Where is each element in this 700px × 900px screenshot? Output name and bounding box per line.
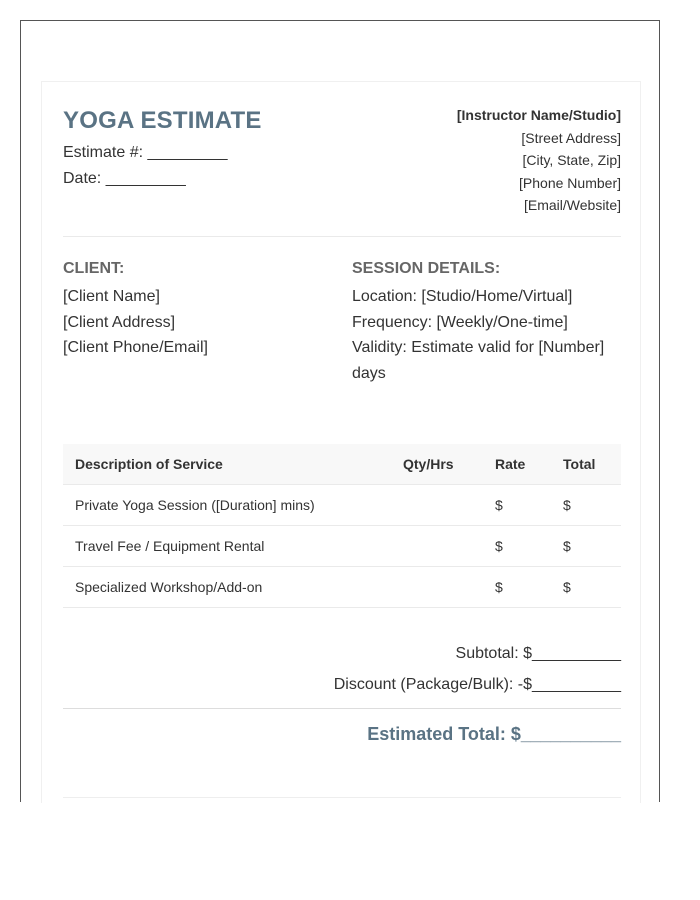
services-table (63, 444, 621, 608)
estimate-date: Date: _________ (63, 170, 186, 187)
row-rate: $ (483, 526, 551, 567)
row-total: $ (551, 567, 621, 608)
estimate-number: Estimate #: _________ (63, 144, 228, 161)
session-location: Location: [Studio/Home/Virtual] (352, 288, 573, 305)
row-total: $ (551, 485, 621, 526)
page-title: YOGA ESTIMATE (63, 107, 262, 134)
client-address: [Client Address] (63, 313, 176, 331)
session-block (352, 259, 622, 386)
table-row (63, 485, 621, 526)
row-rate: $ (483, 485, 551, 526)
table-header-row (63, 444, 621, 485)
session-frequency: Frequency: [Weekly/One-time] (352, 313, 568, 331)
client-name: [Client Name] (63, 288, 160, 305)
estimated-total: Estimated Total: $__________ (367, 724, 621, 744)
row-description: Specialized Workshop/Add-on (63, 567, 391, 608)
table-row (63, 526, 621, 567)
client-contact: [Client Phone/Email] (63, 339, 208, 356)
estimate-sheet (41, 81, 641, 803)
row-description: Private Yoga Session ([Duration] mins) (63, 485, 391, 526)
row-description: Travel Fee / Equipment Rental (63, 526, 391, 567)
instructor-block (457, 104, 621, 217)
client-block (63, 259, 343, 361)
subtotal-line: Subtotal: $__________ (455, 645, 621, 662)
instructor-street: [Street Address] (521, 129, 621, 146)
column-header-qty: Qty/Hrs (391, 444, 483, 485)
instructor-phone: [Phone Number] (519, 174, 621, 191)
page-frame (20, 20, 660, 802)
session-validity: Validity: Estimate valid for [Number] days (352, 339, 605, 382)
footer-divider (63, 797, 621, 798)
column-header-total: Total (551, 444, 621, 485)
column-header-description: Description of Service (63, 444, 391, 485)
row-total: $ (551, 526, 621, 567)
instructor-name: [Instructor Name/Studio] (456, 107, 621, 123)
row-qty (391, 485, 483, 526)
totals-divider (63, 708, 621, 709)
row-qty (391, 526, 483, 567)
parties-section (63, 259, 621, 389)
row-qty (391, 567, 483, 608)
instructor-city: [City, State, Zip] (522, 152, 621, 168)
estimate-header (63, 104, 621, 237)
column-header-rate: Rate (483, 444, 551, 485)
instructor-email: [Email/Website] (524, 197, 621, 213)
totals-section (63, 638, 621, 744)
table-row (63, 567, 621, 608)
session-heading: SESSION DETAILS: (352, 260, 501, 277)
row-rate: $ (483, 567, 551, 608)
discount-line: Discount (Package/Bulk): -$__________ (333, 676, 621, 693)
client-heading: CLIENT: (63, 260, 125, 277)
